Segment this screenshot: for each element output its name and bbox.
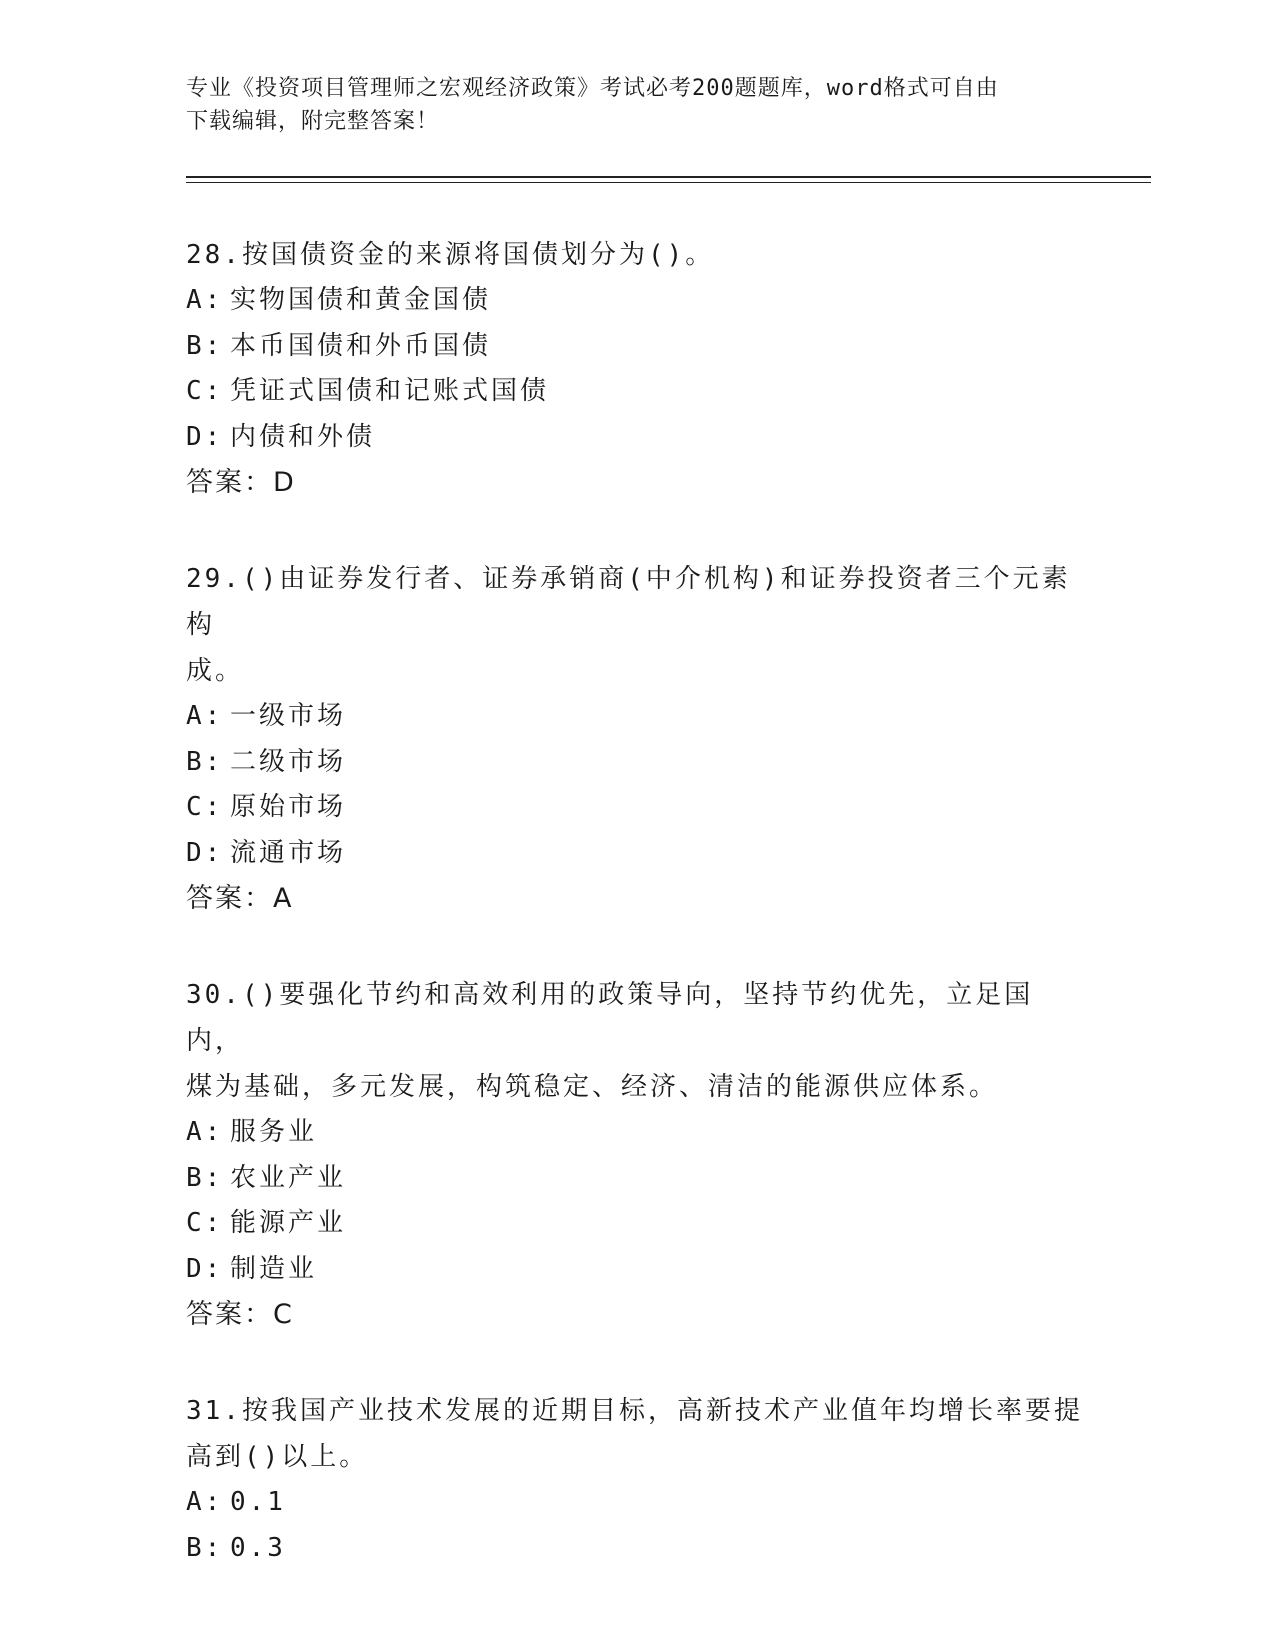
option-c — [186, 785, 1086, 831]
option-d — [186, 831, 1086, 877]
question-stem: 31.按我国产业技术发展的近期目标，高新技术产业值年均增长率要提 — [186, 1396, 1083, 1426]
option-letter: A: — [186, 1117, 224, 1147]
question-stem: 28.按国债资金的来源将国债划分为()。 — [186, 240, 715, 270]
option-letter: B: — [186, 1162, 224, 1193]
answer-line: 答案：A — [186, 883, 294, 914]
question-stem: 29.()由证券发行者、证券承销商(中介机构)和证券投资者三个元素构 — [186, 564, 1071, 640]
question-stem-continued: 高到()以上。 — [186, 1442, 369, 1472]
option-letter: B: — [186, 746, 224, 777]
question-29 — [186, 556, 1086, 922]
option-text: 制造业 — [230, 1253, 318, 1284]
option-letter: D: — [186, 1253, 224, 1284]
option-d — [186, 1247, 1086, 1293]
option-letter: D: — [186, 837, 224, 868]
header-divider-thin — [186, 182, 1151, 183]
document-header — [186, 72, 1086, 138]
option-text: 流通市场 — [230, 837, 347, 868]
question-stem: 30.()要强化节约和高效利用的政策导向，坚持节约优先，立足国内， — [186, 980, 1034, 1056]
option-c — [186, 369, 1086, 415]
option-text: 农业产业 — [230, 1162, 347, 1193]
option-text: 一级市场 — [230, 701, 347, 731]
option-letter: A: — [186, 701, 224, 731]
option-text: 0.1 — [230, 1487, 286, 1517]
option-letter: D: — [186, 421, 224, 452]
option-letter: C: — [186, 792, 224, 822]
option-a — [186, 1480, 1086, 1526]
option-letter: A: — [186, 285, 224, 315]
header-divider-thick — [186, 176, 1151, 178]
option-text: 实物国债和黄金国债 — [230, 285, 492, 315]
question-stem-continued: 成。 — [186, 656, 245, 686]
question-stem-continued: 煤为基础，多元发展，构筑稳定、经济、清洁的能源供应体系。 — [186, 1072, 999, 1102]
option-letter: A: — [186, 1487, 224, 1517]
option-a — [186, 278, 1086, 324]
option-b — [186, 1526, 1086, 1572]
option-letter: B: — [186, 330, 224, 361]
option-c — [186, 1201, 1086, 1247]
option-text: 0.3 — [230, 1532, 286, 1563]
option-b — [186, 740, 1086, 786]
question-31 — [186, 1388, 1086, 1571]
option-text: 本币国债和外币国债 — [230, 330, 492, 361]
answer-line: 答案：D — [186, 467, 296, 498]
option-text: 能源产业 — [230, 1208, 347, 1238]
option-text: 原始市场 — [230, 792, 347, 822]
option-d — [186, 415, 1086, 461]
option-text: 凭证式国债和记账式国债 — [230, 376, 550, 406]
option-letter: B: — [186, 1532, 224, 1563]
option-b — [186, 1156, 1086, 1202]
option-a — [186, 1110, 1086, 1156]
question-28 — [186, 232, 1086, 506]
option-text: 服务业 — [230, 1117, 318, 1147]
header-line-2: 下载编辑，附完整答案！ — [186, 109, 440, 134]
option-letter: C: — [186, 1208, 224, 1238]
option-letter: C: — [186, 376, 224, 406]
question-list — [186, 232, 1086, 1621]
option-text: 二级市场 — [230, 746, 347, 777]
header-line-1: 专业《投资项目管理师之宏观经济政策》考试必考200题题库，word格式可自由 — [186, 76, 999, 101]
option-a — [186, 694, 1086, 740]
option-text: 内债和外债 — [230, 421, 376, 452]
option-b — [186, 324, 1086, 370]
answer-line: 答案：C — [186, 1299, 294, 1330]
question-30 — [186, 972, 1086, 1338]
